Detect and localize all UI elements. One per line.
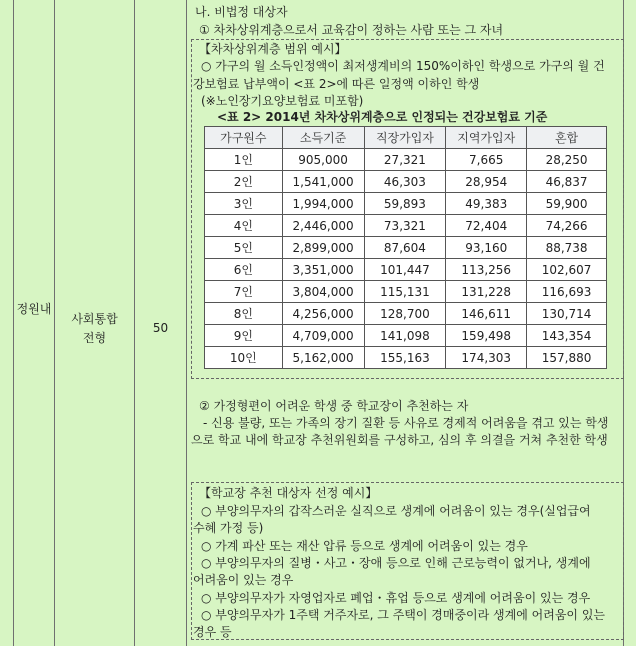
item-2-text: ② 가정형편이 어려운 학생 중 학교장이 추천하는 자 (199, 399, 469, 413)
box2-line: 경우 등 (193, 625, 232, 639)
table-row (205, 149, 607, 171)
quota-number: 50 (152, 321, 169, 335)
table-header-cell: 지역가입자 (446, 127, 527, 149)
table-header-cell: 직장가입자 (364, 127, 446, 149)
table-cell: 49,383 (446, 193, 527, 215)
table-header-cell: 소득기준 (282, 127, 364, 149)
table-cell: 46,837 (527, 171, 607, 193)
table-cell: 72,404 (446, 215, 527, 237)
table-cell: 141,098 (364, 325, 446, 347)
table-cell: 5,162,000 (282, 347, 364, 369)
table-cell: 155,163 (364, 347, 446, 369)
table-header-cell: 가구원수 (205, 127, 283, 149)
table-cell: 1,994,000 (282, 193, 364, 215)
table-cell: 28,250 (527, 149, 607, 171)
table-cell: 159,498 (446, 325, 527, 347)
table-row (205, 347, 607, 369)
table-cell: 59,900 (527, 193, 607, 215)
table-cell: 146,611 (446, 303, 527, 325)
table-cell: 73,321 (364, 215, 446, 237)
table-cell: 2인 (205, 171, 283, 193)
box1-line3: (※노인장기요양보험료 미포함) (201, 94, 364, 108)
table-cell: 116,693 (527, 281, 607, 303)
table-cell: 905,000 (282, 149, 364, 171)
table-row (205, 259, 607, 281)
content-cell (187, 0, 636, 646)
quota-category: 정원내 (16, 302, 52, 316)
table-cell: 5인 (205, 237, 283, 259)
table-cell: 2,446,000 (282, 215, 364, 237)
box1-line1: ○ 가구의 월 소득인정액이 최저생계비의 150%이하인 학생으로 가구의 월 건 (201, 59, 605, 73)
table-row (205, 237, 607, 259)
table-cell: 130,714 (527, 303, 607, 325)
box2-line: ○ 부양의무자의 질병・사고・장애 등으로 인해 근로능력이 없거나, 생계에 (201, 556, 591, 570)
table-cell: 131,228 (446, 281, 527, 303)
table-cell: 101,447 (364, 259, 446, 281)
box1-title: 【차차상위계층 범위 예시】 (199, 42, 347, 56)
section-heading: 나. 비법정 대상자 (195, 5, 288, 19)
box2-line: ○ 부양의무자가 1주택 거주자로, 그 주택이 경매중이라 생계에 어려움이 있는 (201, 608, 606, 622)
table-cell: 6인 (205, 259, 283, 281)
table-cell: 115,131 (364, 281, 446, 303)
table-cell: 4,709,000 (282, 325, 364, 347)
table-cell: 46,303 (364, 171, 446, 193)
table-cell: 4인 (205, 215, 283, 237)
box2-line: ○ 부양의무자의 갑작스러운 실직으로 생계에 어려움이 있는 경우(실업급여 (201, 504, 591, 518)
table-cell: 10인 (205, 347, 283, 369)
box1-line2: 강보험료 납부액이 <표 2>에 따른 일정액 이하인 학생 (193, 77, 480, 91)
table-cell: 59,893 (364, 193, 446, 215)
box2-line: 어려움이 있는 경우 (193, 573, 294, 587)
box2-title: 【학교장 추천 대상자 선정 예시】 (199, 486, 378, 500)
table-cell: 143,354 (527, 325, 607, 347)
table-cell: 7인 (205, 281, 283, 303)
admission-type (55, 310, 134, 348)
table-row (205, 171, 607, 193)
admission-type-line2: 전형 (82, 331, 107, 345)
item-2-desc-line1: - 신용 불량, 또는 가족의 장기 질환 등 사유로 경제적 어려움을 겪고 있는 학생 (203, 416, 609, 430)
table-header-row (205, 127, 607, 149)
table-header-cell: 혼합 (527, 127, 607, 149)
table-caption: <표 2> 2014년 차차상위계층으로 인정되는 건강보험료 기준 (217, 110, 548, 124)
table-cell: 9인 (205, 325, 283, 347)
table-cell: 88,738 (527, 237, 607, 259)
table-cell: 3인 (205, 193, 283, 215)
table-cell: 74,266 (527, 215, 607, 237)
table-cell: 27,321 (364, 149, 446, 171)
item-2-desc-line2: 으로 학교 내에 학교장 추천위원회를 구성하고, 심의 후 의결을 거쳐 추천한 학생 (191, 433, 608, 447)
table-cell: 113,256 (446, 259, 527, 281)
table-row (205, 325, 607, 347)
table-cell: 2,899,000 (282, 237, 364, 259)
table-cell: 1,541,000 (282, 171, 364, 193)
table-cell: 7,665 (446, 149, 527, 171)
table-cell: 3,351,000 (282, 259, 364, 281)
table-cell: 4,256,000 (282, 303, 364, 325)
table-row (205, 303, 607, 325)
box2-line: ○ 가계 파산 또는 재산 압류 등으로 생계에 어려움이 있는 경우 (201, 539, 528, 553)
table-cell: 3,804,000 (282, 281, 364, 303)
item-1-text: ① 차차상위계층으로서 교육감이 정하는 사람 또는 그 자녀 (199, 23, 504, 37)
column-divider (13, 0, 14, 646)
table-cell: 174,303 (446, 347, 527, 369)
table-cell: 28,954 (446, 171, 527, 193)
table-cell: 128,700 (364, 303, 446, 325)
admission-type-line1: 사회통합 (71, 312, 118, 326)
box2-line: ○ 부양의무자가 자영업자로 폐업・휴업 등으로 생계에 어려움이 있는 경우 (201, 591, 591, 605)
table-row (205, 193, 607, 215)
table-row (205, 281, 607, 303)
table-cell: 102,607 (527, 259, 607, 281)
table-cell: 93,160 (446, 237, 527, 259)
table-cell: 157,880 (527, 347, 607, 369)
table-cell: 1인 (205, 149, 283, 171)
box2-line: 수혜 가정 등) (193, 521, 264, 535)
table-cell: 8인 (205, 303, 283, 325)
table-cell: 87,604 (364, 237, 446, 259)
insurance-criteria-table (204, 126, 607, 369)
table-row (205, 215, 607, 237)
